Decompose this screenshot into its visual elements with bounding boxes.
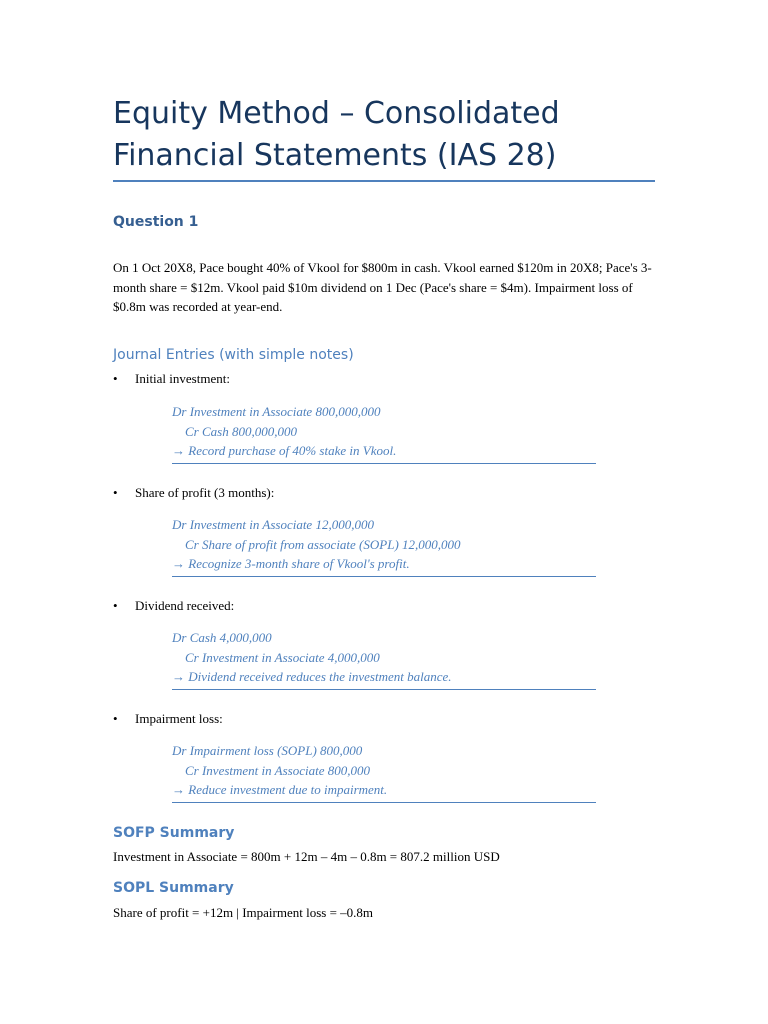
entry-note: → Dividend received reduces the investment balance. bbox=[172, 669, 452, 684]
journal-entry bbox=[172, 515, 596, 577]
debit-line: Dr Investment in Associate 800,000,000 bbox=[172, 404, 381, 419]
debit-line: Dr Impairment loss (SOPL) 800,000 bbox=[172, 743, 363, 758]
debit-line: Dr Investment in Associate 12,000,000 bbox=[172, 517, 374, 532]
entry-label: Initial investment: bbox=[135, 371, 230, 386]
journal-entries-heading: Journal Entries (with simple notes) bbox=[113, 347, 354, 363]
entry-label: Share of profit (3 months): bbox=[135, 485, 275, 500]
credit-line: Cr Investment in Associate 4,000,000 bbox=[185, 649, 380, 665]
bullet-icon: • bbox=[113, 711, 118, 726]
question-heading: Question 1 bbox=[113, 214, 199, 230]
sofp-summary-text: Investment in Associate = 800m + 12m – 4m – 0.8m = 807.2 million USD bbox=[113, 849, 500, 864]
entry-label: Impairment loss: bbox=[135, 711, 223, 726]
entry-note: → Recognize 3-month share of Vkool's profit. bbox=[172, 556, 410, 571]
sopl-summary-heading: SOPL Summary bbox=[113, 880, 234, 896]
credit-line: Cr Cash 800,000,000 bbox=[185, 423, 297, 439]
question-text: On 1 Oct 20X8, Pace bought 40% of Vkool for $800m in cash. Vkool earned $120m in 20X8; Pace's 3-month share = $12m. Vkool paid $10m dividend on 1 Dec (Pace's share = $4m). Impairment loss of $0.8m was recorded at year-end. bbox=[113, 260, 652, 314]
entry-note: → Reduce investment due to impairment. bbox=[172, 782, 388, 797]
journal-entry bbox=[172, 402, 596, 464]
document-title: Equity Method – Consolidated Financial Statements (IAS 28) bbox=[113, 96, 560, 173]
journal-entry bbox=[172, 628, 596, 690]
entry-note: → Record purchase of 40% stake in Vkool. bbox=[172, 443, 397, 458]
sofp-summary-heading: SOFP Summary bbox=[113, 825, 235, 841]
title-underline bbox=[113, 180, 655, 182]
entry-label: Dividend received: bbox=[135, 598, 235, 613]
bullet-icon: • bbox=[113, 371, 118, 386]
credit-line: Cr Share of profit from associate (SOPL) 12,000,000 bbox=[185, 536, 461, 552]
bullet-icon: • bbox=[113, 485, 118, 500]
bullet-icon: • bbox=[113, 598, 118, 613]
journal-entry bbox=[172, 741, 596, 803]
credit-line: Cr Investment in Associate 800,000 bbox=[185, 762, 370, 778]
debit-line: Dr Cash 4,000,000 bbox=[172, 630, 272, 645]
sopl-summary-text: Share of profit = +12m | Impairment loss = –0.8m bbox=[113, 905, 374, 920]
